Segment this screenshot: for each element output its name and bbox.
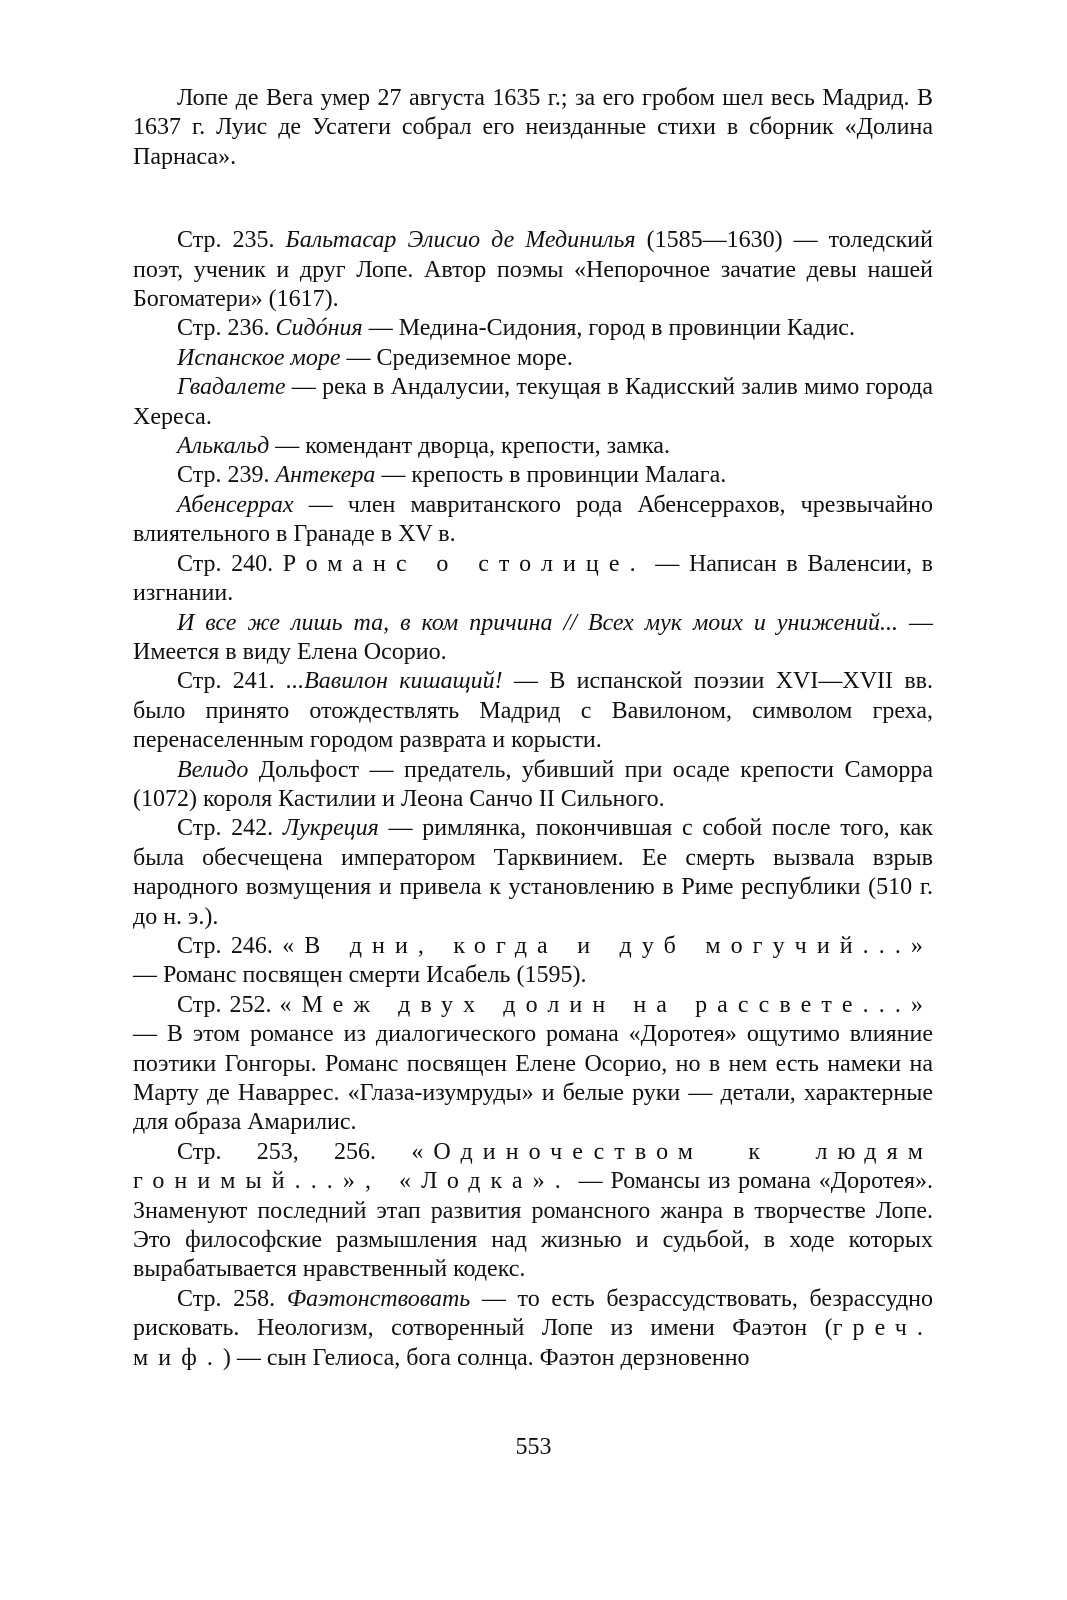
text-run: — Имеется в виду Елена Осорио. (133, 609, 934, 665)
text-run: Дольфост — предатель, убивший при осаде крепости Саморра (1072) короля Кастилии и Леона Санчо II Сильного. (133, 756, 933, 812)
commentary-paragraph (133, 432, 933, 461)
text-run: — Романс посвящен смерти Исабель (1595). (133, 962, 587, 989)
commentary-paragraph (133, 814, 933, 932)
text-run: Стр. 239. (177, 462, 276, 489)
commentary-paragraph (133, 991, 933, 1138)
text-run: Стр. 236. (177, 315, 276, 342)
text-run: — римлянка, покончившая с собой после того, как была обесчещена императором Тарквинием. Ее смерть вызвала взрыв народного возмущения и привела к установлению в Риме республики (510 г. до н. э.). (133, 815, 933, 930)
text-run: Стр. 242. (177, 815, 283, 842)
italic-term: ...Вавилон кишащий! (286, 668, 503, 695)
text-run: Стр. 240. (177, 550, 283, 577)
text-run: — Медина-Сидония, город в провинции Кадис. (362, 315, 855, 342)
text-run: — В этом романсе из диалогического романа «Доротея» ощутимо влияние поэтики Гонгоры. Романс посвящен Елене Осорио, но в нем есть намеки на Марту де Наваррес. «Глаза-изумруды» и белые руки — детали, характерные для образа Амарилис. (133, 1021, 933, 1136)
commentary-text (133, 84, 933, 1373)
commentary-paragraph (133, 314, 933, 343)
italic-term: Сидóния (275, 315, 363, 342)
italic-term: Велидо (177, 756, 249, 783)
page-number: 553 (515, 1434, 552, 1460)
italic-term: Испанское море (177, 344, 341, 371)
commentary-paragraph (133, 461, 933, 490)
italic-term: Антекера (275, 462, 376, 489)
commentary-paragraph (133, 667, 933, 755)
commentary-paragraph (133, 756, 933, 815)
text-run: — Романсы из романа «Доротея». Знаменуют последний этап развития романсного жанра в творчестве Лопе. Это философские размышления над жизнью и судьбой, в ходе которых вырабатывается нравственный кодекс. (133, 1168, 933, 1283)
commentary-paragraph (133, 609, 933, 668)
commentary-paragraph (133, 1285, 933, 1373)
italic-term: Фаэтонствовать (286, 1285, 471, 1312)
italic-term: И все же лишь та, в ком причина // Всех мук моих и унижений... (177, 609, 899, 636)
spaced-title: «В дни, когда и дуб могучий...» (282, 932, 933, 959)
commentary-paragraph (133, 1138, 933, 1285)
text-run: — Средиземное море. (340, 344, 573, 371)
text-run: Лопе де Вега умер 27 августа 1635 г.; за его гробом шел весь Мадрид. В 1637 г. Луис де Усатеги собрал его неизданные стихи в сборник «Долина Парнаса». (133, 85, 933, 170)
text-run: ) — сын Гелиоса, бога солнца. Фаэтон дерзновенно (222, 1344, 750, 1371)
commentary-paragraph (133, 932, 933, 991)
text-run: — Написан в Валенсии, в изгнании. (133, 550, 933, 607)
text-run: — В испанской поэзии XVI—XVII вв. было принято отождествлять Мадрид с Вавилоном, символом греха, перенаселенным городом разврата и корысти. (133, 668, 933, 754)
commentary-paragraph (133, 373, 933, 432)
text-run: Стр. 258. (177, 1285, 287, 1312)
text-run: Стр. 253, 256. (177, 1138, 412, 1165)
text-run: Стр. 252. (177, 991, 280, 1018)
italic-term: Абенсеррах (177, 491, 294, 518)
text-run: — крепость в провинции Малага. (375, 462, 727, 489)
text-run: — член мавританского рода Абенсеррахов, чрезвычайно влиятельного в Гранаде в XV в. (133, 491, 933, 548)
italic-term: Алькальд (177, 433, 270, 460)
commentary-paragraph (133, 84, 933, 172)
italic-term: Лукреция (282, 815, 379, 842)
text-run: — то есть безрассудствовать, безрассудно рисковать. Неологизм, сотворенный Лопе из имени Фаэтон ( (133, 1285, 933, 1342)
commentary-paragraph (133, 491, 933, 550)
text-run: Стр. 235. (177, 227, 286, 254)
text-run: Стр. 241. (177, 668, 287, 695)
italic-term: Гвадалете (177, 374, 286, 401)
text-run: — комендант дворца, крепости, замка. (269, 433, 670, 460)
spaced-title: «Одиночеством к людям гонимый...», «Лодка». (133, 1138, 933, 1195)
italic-term: Бальтасар Элисио де Мединилья (285, 227, 636, 254)
commentary-paragraph (133, 550, 933, 609)
commentary-paragraph (133, 226, 933, 314)
spaced-title: греч. миф. (133, 1315, 933, 1371)
text-run: Стр. 246. (177, 932, 283, 959)
text-run: — река в Андалусии, текущая в Кадисский залив мимо города Хереса. (133, 374, 933, 430)
spaced-title: Романс о столице. (282, 550, 646, 577)
text-run: (1585—1630) — толедский поэт, ученик и друг Лопе. Автор поэмы «Непорочное зачатие девы нашей Богоматери» (1617). (133, 227, 933, 313)
commentary-paragraph (133, 344, 933, 373)
spaced-title: «Меж двух долин на рассвете...» (279, 991, 933, 1018)
